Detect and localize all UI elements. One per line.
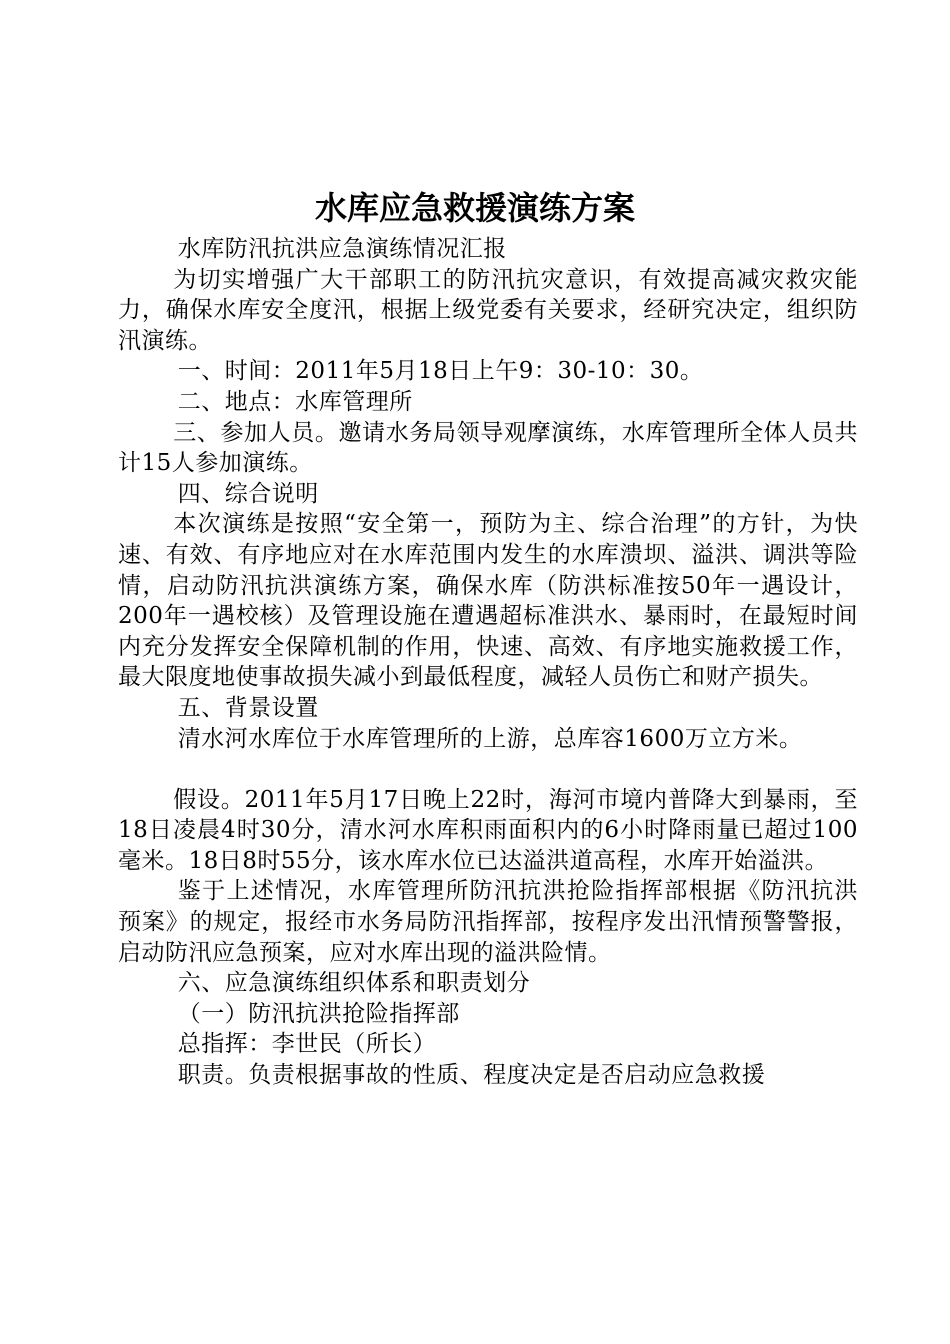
paragraph-commander: 总指挥：李世民（所长） [177, 1031, 437, 1058]
paragraph-general-description: 本次演练是按照“安全第一，预防为主、综合治理”的方针，为快速、有效、有序地应对在水库范围内发生的水库溃坝、溢洪、调洪等险情，启动防汛抗洪演练方案，确保水库（防洪标准按50年一遇设计，200年一遇校核）及管理设施在遭遇超标准洪水、暴雨时，在最短时间内充分发挥安全保障机制的作用，快速、高效、有序地实施救援工作，最大限度地使事故损失减小到最低程度，减轻人员伤亡和财产损失。 [118, 511, 858, 691]
paragraph-section-four-heading: 四、综合说明 [177, 480, 319, 507]
paragraph-participants: 三、参加人员。邀请水务局领导观摩演练，水库管理所全体人员共计15人参加演练。 [118, 419, 858, 477]
paragraph-section-five-heading: 五、背景设置 [177, 694, 319, 721]
paragraph-report-heading: 水库防汛抗洪应急演练情况汇报 [177, 236, 507, 262]
paragraph-reservoir-capacity: 清水河水库位于水库管理所的上游，总库容1600万立方米。 [177, 725, 803, 752]
paragraph-command-heading: （一）防汛抗洪抢险指挥部 [177, 1000, 460, 1027]
document-title: 水库应急救援演练方案 [314, 189, 635, 227]
paragraph-section-six-heading: 六、应急演练组织体系和职责划分 [177, 970, 531, 997]
paragraph-time: 一、时间：2011年5月18日上午9：30-10：30。 [177, 358, 704, 385]
paragraph-intro: 为切实增强广大干部职工的防汛抗灾意识，有效提高减灾救灾能力，确保水库安全度汛，根据上级党委有关要求，经研究决定，组织防汛演练。 [118, 266, 858, 354]
blank-line [118, 754, 858, 785]
paragraph-duties: 职责。负责根据事故的性质、程度决定是否启动应急救援 [177, 1062, 766, 1089]
paragraph-response: 鉴于上述情况，水库管理所防汛抗洪抢险指挥部根据《防汛抗洪预案》的规定，报经市水务局防汛指挥部，按程序发出汛情预警警报，启动防汛应急预案，应对水库出现的溢洪险情。 [118, 878, 858, 966]
document-body [118, 234, 858, 1091]
paragraph-scenario: 假设。2011年5月17日晚上22时，海河市境内普降大到暴雨，至18日凌晨4时30分，清水河水库积雨面积内的6小时降雨量已超过100毫米。18日8时55分，该水库水位已达溢洪道高程，水库开始溢洪。 [118, 786, 858, 874]
paragraph-location: 二、地点：水库管理所 [177, 388, 413, 415]
